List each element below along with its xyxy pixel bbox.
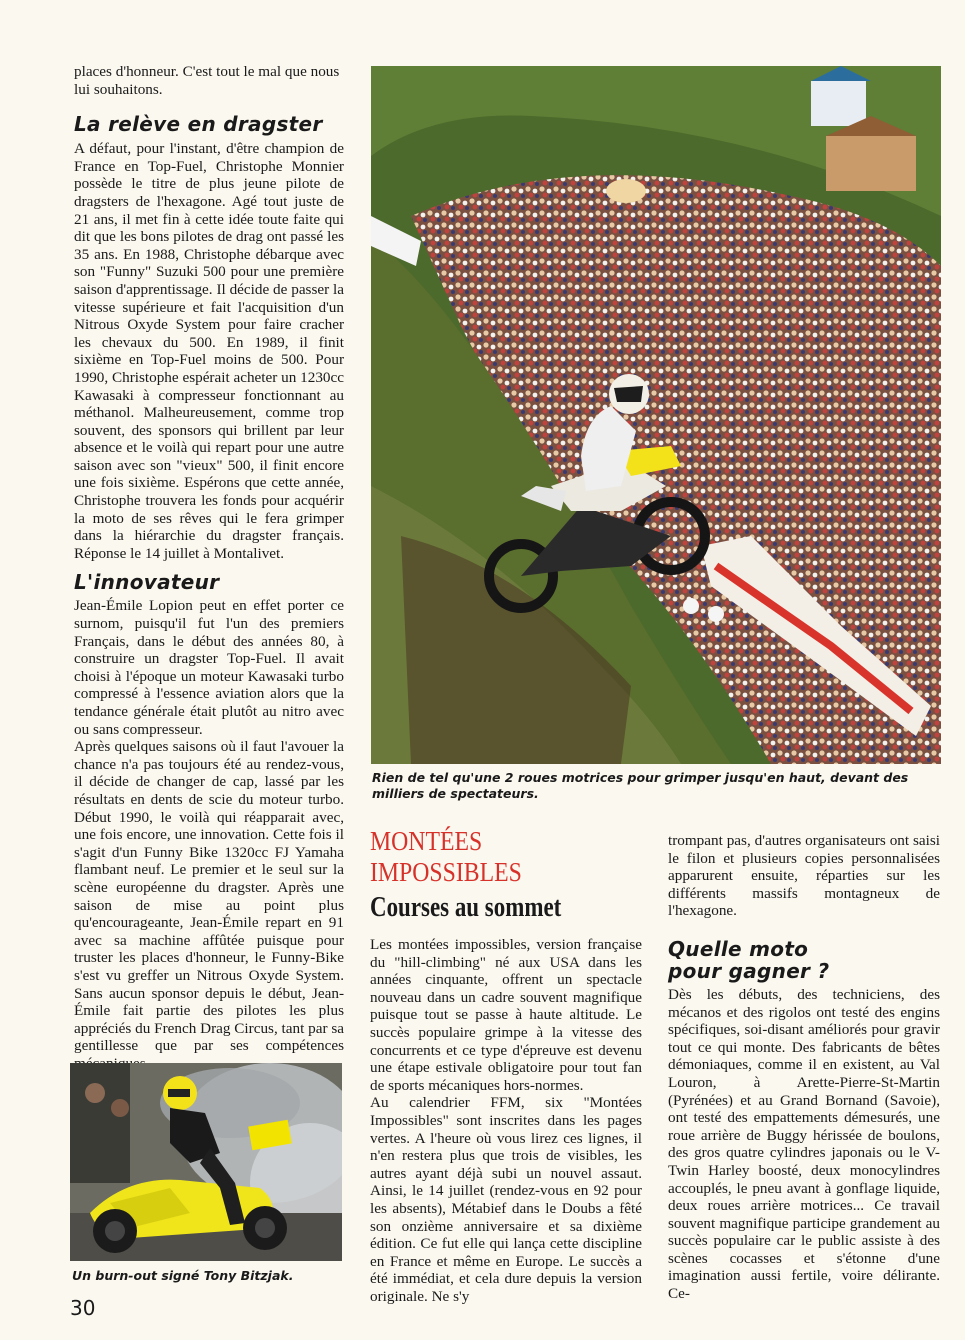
burnout-photo bbox=[70, 1063, 342, 1261]
innovateur-paragraph-2: Après quelques saisons où il faut l'avouer la chance n'a pas toujours été au rendez-vous, il décide de changer de cap, lassé par les résultats en dents de scie du moteur turbo. Début 1990, le voilà qui réapparait avec, une fois encore, une innovation. Cette fois il s'agit d'un Funny Bike 1320cc FJ Yamaha flambant neuf. Le premier et le seul sur la scène européenne du dragster. Après une saison de mise au point plus qu'encourageante, Jean-Émile repart en 91 avec sa machine affûtée puisque pour truster les places d'honneur, le Funny-Bike s'est vu greffer un Nitrous Oxyde System. Sans aucun sponsor depuis le début, Jean-Émile fait partie des pilotes les plus appréciés du French Drag Circus, tant par sa gentillesse que par ses compétences bbox=[74, 738, 344, 1055]
innovateur-paragraph-1: Jean-Émile Lopion peut en effet porter ce surnom, puisqu'il fut l'un des premiers Français, dans le début des années 80, à construire un dragster Top-Fuel. Il avait choisi à l'époque un moteur Kawasaki turbo compressé à l'essence aviation alors que la tendance générale était plutôt au nitro avec ou sans compresseur. bbox=[74, 597, 344, 738]
section-heading-dragster: La relève en dragster bbox=[74, 112, 323, 137]
article-title-line-1: MONTÉES bbox=[370, 826, 483, 856]
section-heading-innovateur: L'innovateur bbox=[74, 570, 220, 595]
right-paragraph-2: Dès les débuts, des techniciens, des mécanos et des rigolos ont testé des engins spécifiques, soi-disant améliorés pour gravir tout ce qui monte. Des fabricants de bêtes démoniaques, comme il en existent, au Val Louron, à Arette-Pierre-St-Martin (Pyrénées) et au Grand Bornand (Savoie), ont testé des empattements démesurés, une roue arrière de Buggy hérissée de boulons, des gros quatre cylindres japonais ou le V-Twin Harley boosté, deux monocylindres accouplés, le pneu avant à gonflage liquide, deux roues arrière motrices... Ce travail souvent magnifique participe grandement au succès populaire car le public assiste à des scènes cocasses et s'étonne d'une imagination aussi fertile, voire délirante. Ce- bbox=[668, 985, 940, 1303]
burnout-caption: Un burn-out signé Tony Bitzjak. bbox=[72, 1268, 294, 1283]
left-column bbox=[74, 63, 344, 1072]
burnout-illustration bbox=[70, 1063, 342, 1261]
right-column bbox=[668, 832, 940, 1303]
hill-climb-illustration bbox=[371, 66, 941, 764]
intro-paragraph: places d'honneur. C'est tout le mal que nous lui souhaitons. bbox=[74, 63, 340, 98]
section-heading-quelle-moto-line-1: Quelle moto bbox=[668, 936, 809, 961]
hill-climb-photo bbox=[371, 66, 941, 764]
section-heading-quelle-moto bbox=[668, 938, 940, 982]
middle-column bbox=[370, 936, 642, 1305]
article-subtitle: Courses au sommet bbox=[370, 892, 562, 923]
article-paragraph-2: Au calendrier FFM, six "Montées Impossibles" sont inscrites dans les pages vertes. A l'heure où vous lirez ces lignes, il n'en restera plus que trois de visibles, les autres ayant déjà subi un nouvel assaut. Ainsi, le 14 juillet (rendez-vous en 92 pour les absents), Métabief dans le Doubs a fêté son onzième anniversaire et sa dixième édition. Ce fut elle qui lança cette discipline en France et même en Europe. Le succès a été immédiat, et cela dure depuis la version originale. Ne s'y bbox=[370, 1094, 642, 1305]
page-number: 30 bbox=[70, 1296, 96, 1320]
section-heading-quelle-moto-line-2: pour gagner ? bbox=[668, 958, 830, 983]
article-title-line-2: IMPOSSIBLES bbox=[370, 857, 522, 887]
main-photo-caption: Rien de tel qu'une 2 roues motrices pour grimper jusqu'en haut, devant des milliers de spectateurs. bbox=[372, 770, 909, 801]
article-title bbox=[370, 826, 625, 888]
article-paragraph-1: Les montées impossibles, version française du "hill-climbing" né aux USA dans les années cinquante, offrent un spectacle nouveau dans un cadre souvent magnifique puisque tout se passe à haute altitude. Le succès populaire grimpe à la vitesse des concurrents et ce type d'épreuve est devenu une étape estivale obligatoire pour tout fan de sports mécaniques hors-normes. bbox=[370, 936, 642, 1094]
dragster-paragraph: A défaut, pour l'instant, d'être champion de France en Top-Fuel, Christophe Monnier possède le titre de plus jeune pilote de dragsters de l'hexagone. Agé tout juste de 21 ans, il met fin à cette idée toute faite qui dit que les bons pilotes de drag ont passé les 35 ans. En 1988, Christophe débarque avec son "Funny" Suzuki 500 pour une première saison d'apprentissage. Il décide de passer la vitesse supérieure et fait l'acquisition d'un Nitrous Oxyde System pour faire cracher les chevaux du 500. En 1989, il finit sixième en Top-Fuel moins de 500. Pour 1990, Christophe espérait acheter un 1230cc Kawasaki à compresseur fonctionnant au méthanol. Malheureusement, comme trop souvent, des sponsors qui brillent par leur absence et le voilà qui repart pour une autre saison avec son "vieux" 500, il finit encore une fois sixième. Espérons que cette année, Christophe trouvera les fonds pour acquérir la moto de ses rêves qui le fera grimper dans la hiérarchie du dragster français. Réponse le 14 juillet à Montalivet. bbox=[74, 140, 344, 562]
right-paragraph-1: trompant pas, d'autres organisateurs ont saisi le filon et plusieurs copies personnalisées apparurent ensuite, réparties sur les différents massifs montagneux de l'hexagone. bbox=[668, 832, 940, 920]
